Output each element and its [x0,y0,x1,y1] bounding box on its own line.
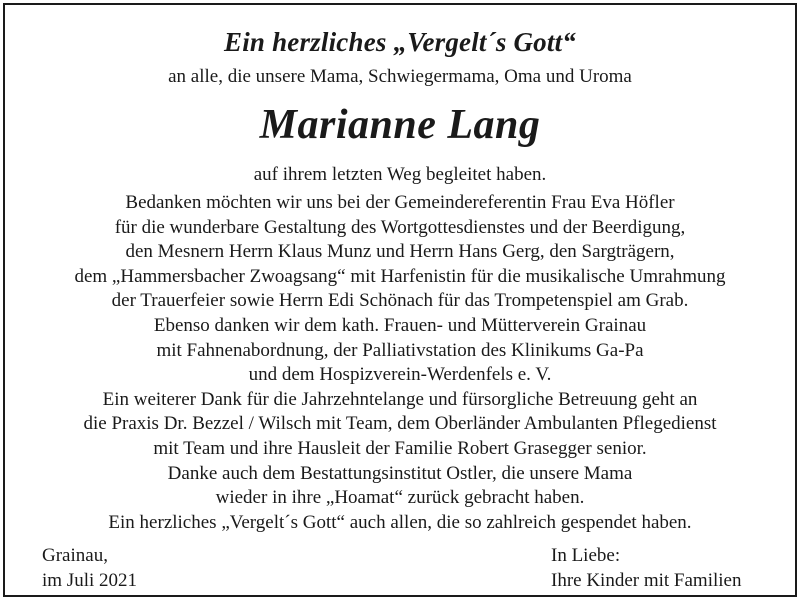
text-line: wieder in ihre „Hoamat“ zurück gebracht haben. [215,487,585,509]
place: Grainau, [42,545,108,566]
text-line: Bedanken möchten wir uns bei der Gemeindereferentin Frau Eva Höfler [125,192,675,213]
notice-subtitle: an alle, die unsere Mama, Schwiegermama, Oma und Uroma [168,66,632,87]
place-and-date [42,543,137,593]
after-name-line: auf ihrem letzten Weg begleitet haben. [253,164,547,185]
text-line: mit Team und ihre Hausleit der Familie Robert Grasegger senior. [153,437,647,459]
text-line: die Praxis Dr. Bezzel / Wilsch mit Team, dem Oberländer Ambulanten Pflegedienst [83,413,717,435]
signers: Ihre Kinder mit Familien [551,570,742,591]
obituary-notice [3,3,797,597]
text-line: Ebenso danken wir dem kath. Frauen- und Mütterverein Grainau [153,314,647,336]
text-line: der Trauerfeier sowie Herrn Edi Schönach für das Trompetenspiel am Grab. [111,290,689,312]
text-line: Ein weiterer Dank für die Jahrzehntelange und fürsorgliche Betreuung geht an [102,388,698,410]
text-line: und dem Hospizverein-Werdenfels e. V. [248,364,552,386]
signoff: In Liebe: [551,545,621,566]
notice-title: Ein herzliches „Vergelt´s Gott“ [224,27,576,57]
text-line: Danke auch dem Bestattungsinstitut Ostler, die unsere Mama [167,462,633,484]
text-line: Ein herzliches „Vergelt´s Gott“ auch allen, die so zahlreich gespendet haben. [108,511,692,533]
thanks-paragraph [5,388,795,462]
text-line: für die wunderbare Gestaltung des Wortgottesdienstes und der Beerdigung, [114,216,686,238]
signature-block [551,543,741,593]
text-line: den Mesnern Herrn Klaus Munz und Herrn Hans Gerg, den Sargträgern, [125,241,675,263]
thanks-paragraph [5,191,795,314]
text-line: dem „Hammersbacher Zwoagsang“ mit Harfenistin für die musikalische Umrahmung [74,265,726,287]
deceased-name: Marianne Lang [259,102,541,148]
thanks-body [5,191,795,535]
thanks-paragraph [5,314,795,388]
date: im Juli 2021 [42,570,138,591]
thanks-paragraph [5,462,795,536]
text-line: mit Fahnenabordnung, der Palliativstation des Klinikums Ga-Pa [156,339,644,361]
